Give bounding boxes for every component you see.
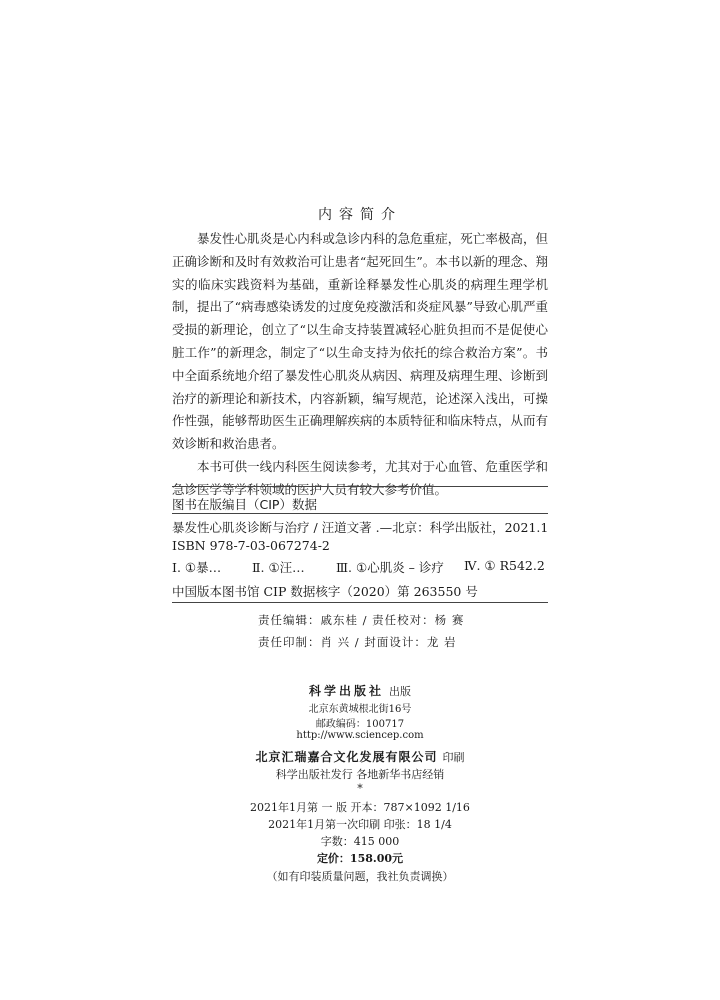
cip-bottom-rule: [172, 602, 548, 603]
word-count: 字数：415 000: [320, 835, 400, 848]
publisher-address: 北京东黄城根北街16号: [308, 704, 412, 715]
cip-class-1: Ⅰ. ①暴…: [172, 560, 222, 575]
cip-title-line: 暴发性心肌炎诊断与治疗 / 汪道文著 .—北京：科学出版社，2021.1: [172, 520, 549, 535]
cip-class-3: Ⅲ. ①心肌炎 – 诊疗: [336, 560, 444, 575]
cip-class-4: Ⅳ. ① R542.2: [464, 558, 545, 573]
intro-body: [172, 228, 548, 502]
quality-notice: （如有印装质量问题，我社负责调换）: [266, 870, 454, 883]
cip-heading-rule: [172, 513, 548, 514]
staff-line-2: 责任印制：肖 兴 / 封面设计：龙 岩: [258, 635, 457, 649]
cip-record: 中国版本图书馆 CIP 数据核字（2020）第 263550 号: [172, 584, 478, 599]
publisher-line: [0, 680, 720, 699]
intro-paragraph-2: 本书可供一线内科医生阅读参考，尤其对于心血管、危重医学和急诊医学等学科领域的医护人员有较大参考价值。: [172, 458, 548, 497]
cip-classification: [172, 558, 548, 576]
staff-line-1: 责任编辑：戚东桂 / 责任校对：杨 赛: [258, 613, 465, 627]
publisher-suffix: 出版: [389, 685, 412, 698]
cip-top-rule: [172, 486, 548, 487]
cip-heading: 图书在版编目（CIP）数据: [172, 497, 317, 512]
intro-paragraph-1: 暴发性心肌炎是心内科或急诊内科的急危重症，死亡率极高，但正确诊断和及时有效救治可让患者“起死回生”。本书以新的理念、翔实的临床实践资料为基础，重新诠释暴发性心肌炎的病理生理学机制，提出了“病毒感染诱发的过度免疫激活和炎症风暴”导致心肌严重受损的新理论，创立了“以生命支持装置减轻心脏负担而不是促使心脏工作”的新理念，制定了“以生命支持为依托的综合救治方案”。书中全面系统地介绍了暴发性心肌炎从病因、病理及病理生理、诊断到治疗的新理论和新技术，内容新颖，编写规范，论述深入浅出，可操作性强，能够帮助医生正确理解疾病的本质特征和临床特点，从而有效诊断和救治患者。: [172, 231, 548, 452]
distribution-line: 科学出版社发行 各地新华书店经销: [275, 768, 445, 781]
cip-class-2: Ⅱ. ①汪…: [252, 560, 305, 575]
price: 定价：158.00元: [316, 852, 404, 865]
printer-suffix: 印刷: [442, 751, 465, 764]
publisher-url: http://www.sciencep.com: [296, 730, 424, 741]
separator-star: *: [357, 782, 363, 795]
intro-title: 内容简介: [318, 207, 402, 223]
publisher-name: 科学出版社: [308, 684, 384, 698]
printer-line: [0, 746, 720, 765]
publisher-postcode: 邮政编码：100717: [315, 719, 405, 730]
edition-line-2: 2021年1月第一次印刷 印张：18 1/4: [268, 818, 452, 831]
cip-isbn: ISBN 978-7-03-067274-2: [172, 538, 330, 553]
printer-name: 北京汇瑞嘉合文化发展有限公司: [255, 750, 438, 764]
edition-line-1: 2021年1月第 一 版 开本：787×1092 1/16: [250, 801, 470, 814]
